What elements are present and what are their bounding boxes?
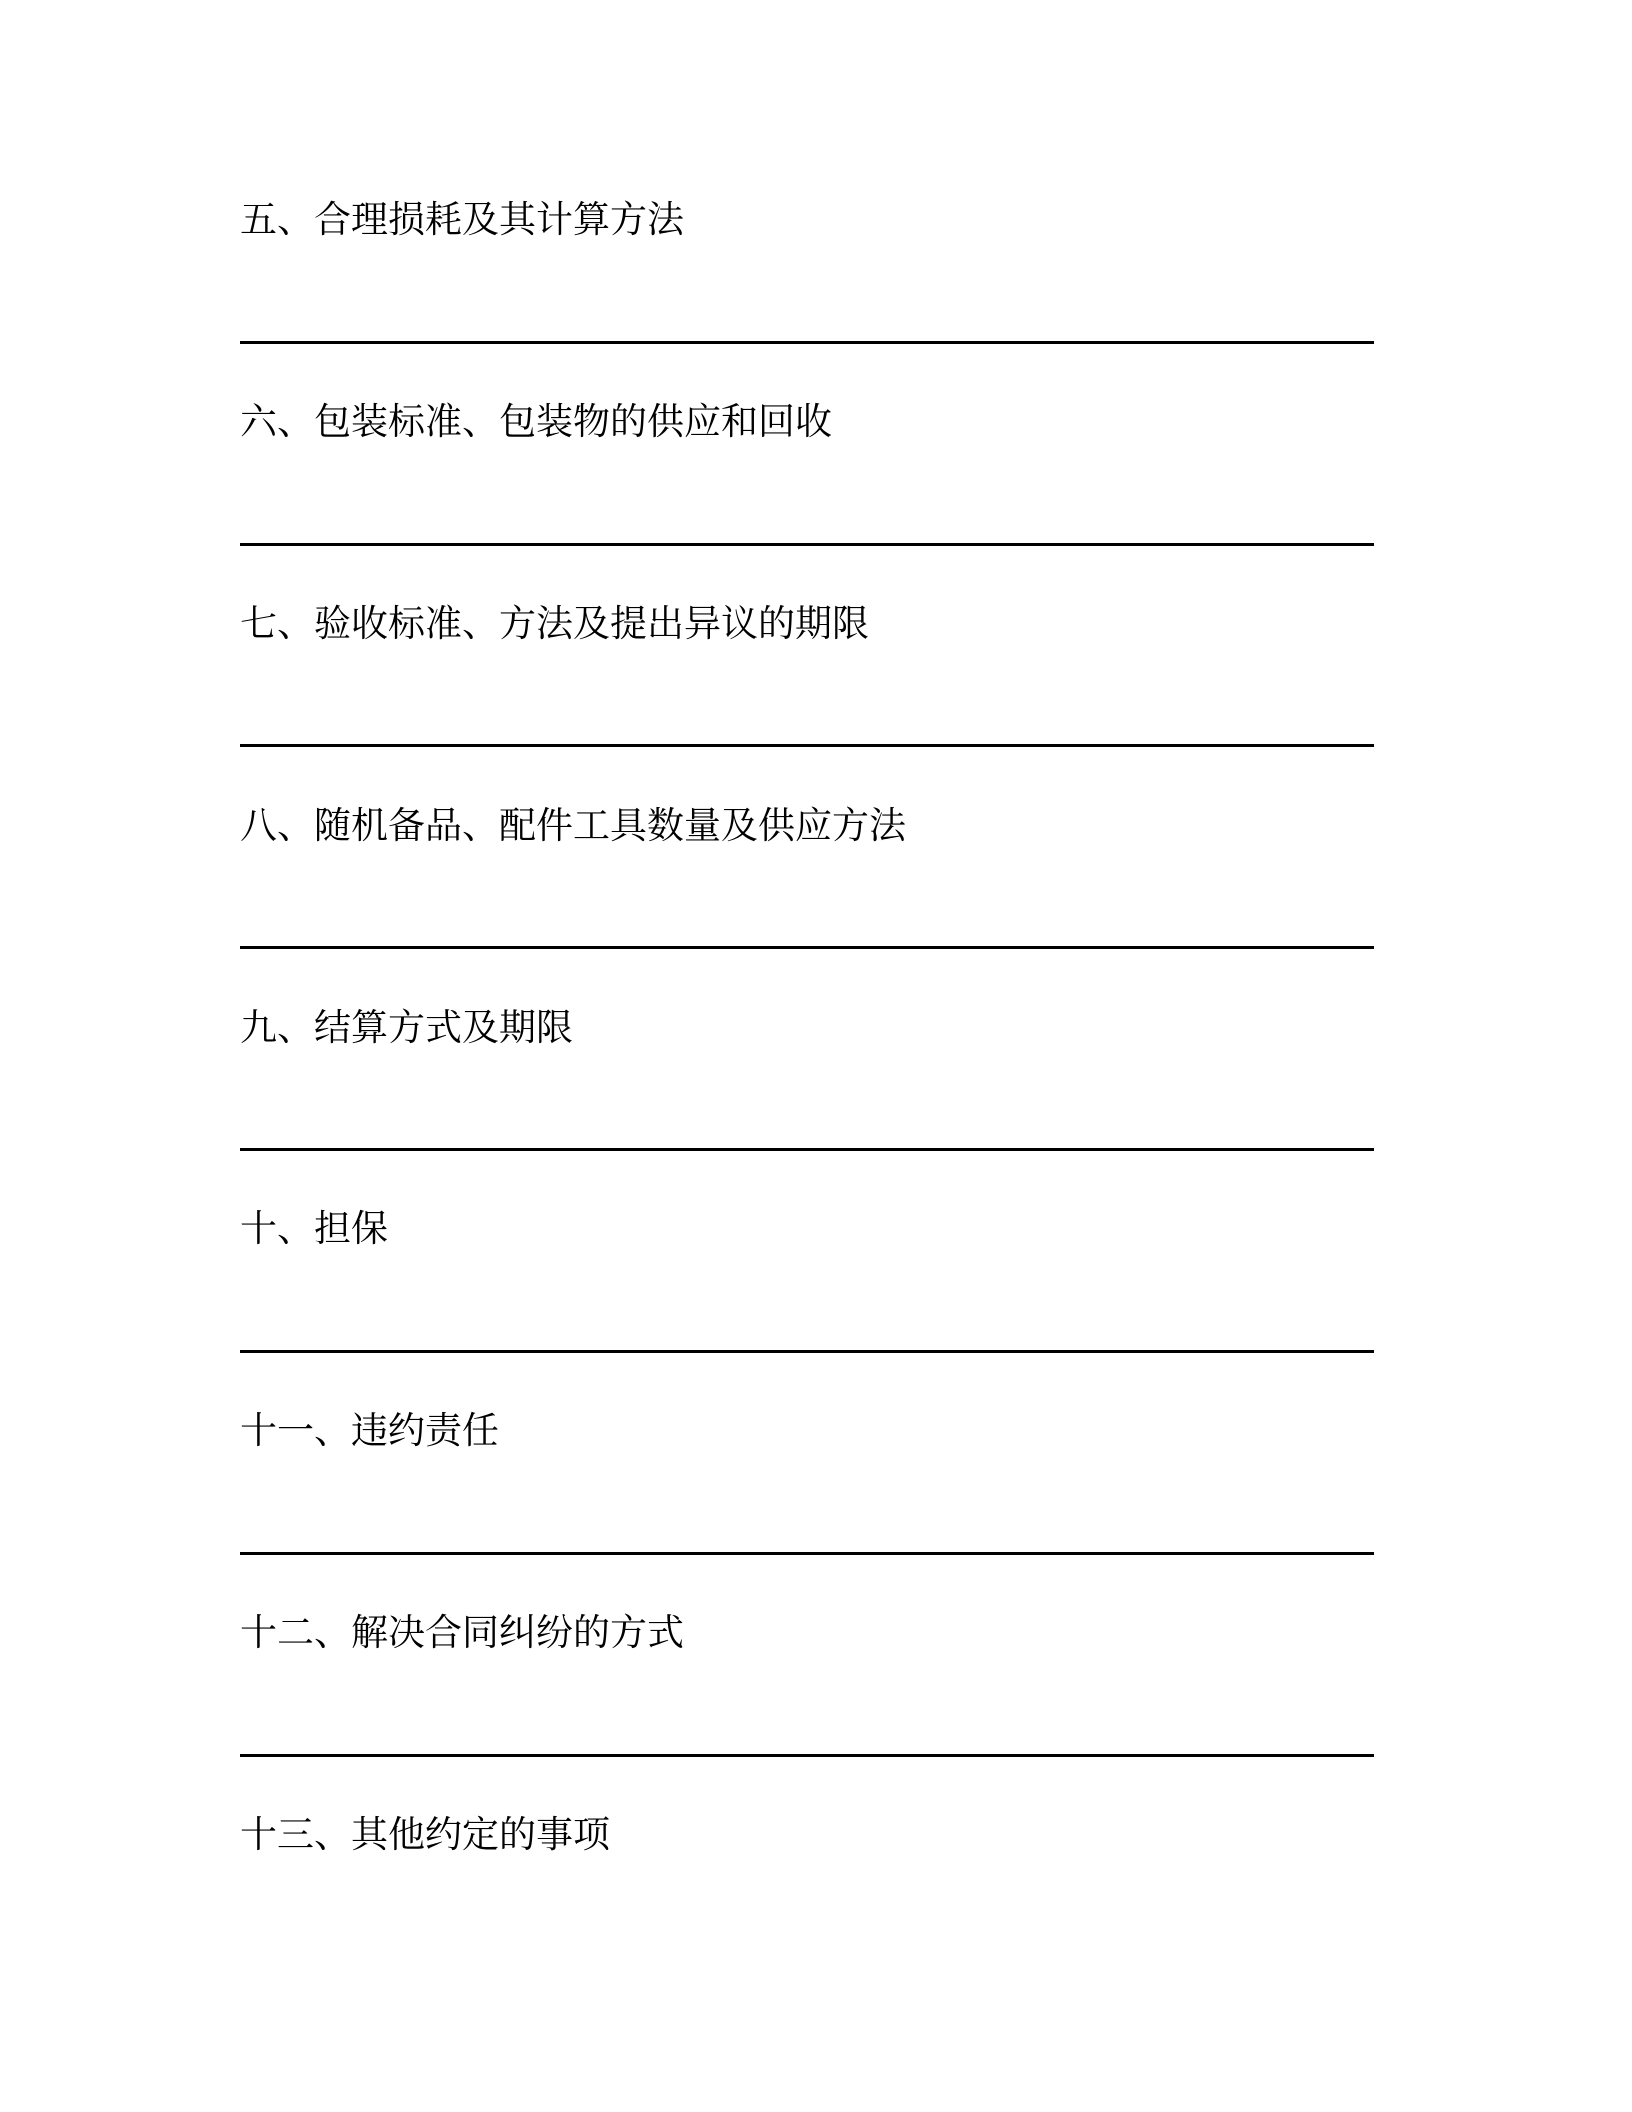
section-heading-10: 十、担保 — [240, 1207, 388, 1250]
section-heading-7: 七、验收标准、方法及提出异议的期限 — [240, 602, 869, 645]
section-heading-11: 十一、违约责任 — [240, 1409, 499, 1452]
fill-in-line — [240, 1350, 1374, 1353]
fill-in-line — [240, 1754, 1374, 1757]
fill-in-line — [240, 341, 1374, 344]
fill-in-line — [240, 1148, 1374, 1151]
section-heading-6: 六、包装标准、包装物的供应和回收 — [240, 400, 832, 443]
section-heading-13: 十三、其他约定的事项 — [240, 1813, 610, 1856]
fill-in-line — [240, 543, 1374, 546]
section-heading-12: 十二、解决合同纠纷的方式 — [240, 1611, 684, 1654]
fill-in-line — [240, 744, 1374, 747]
section-heading-9: 九、结算方式及期限 — [240, 1006, 573, 1049]
fill-in-line — [240, 946, 1374, 949]
section-heading-8: 八、随机备品、配件工具数量及供应方法 — [240, 804, 906, 847]
section-heading-5: 五、合理损耗及其计算方法 — [240, 198, 684, 241]
fill-in-line — [240, 1552, 1374, 1555]
